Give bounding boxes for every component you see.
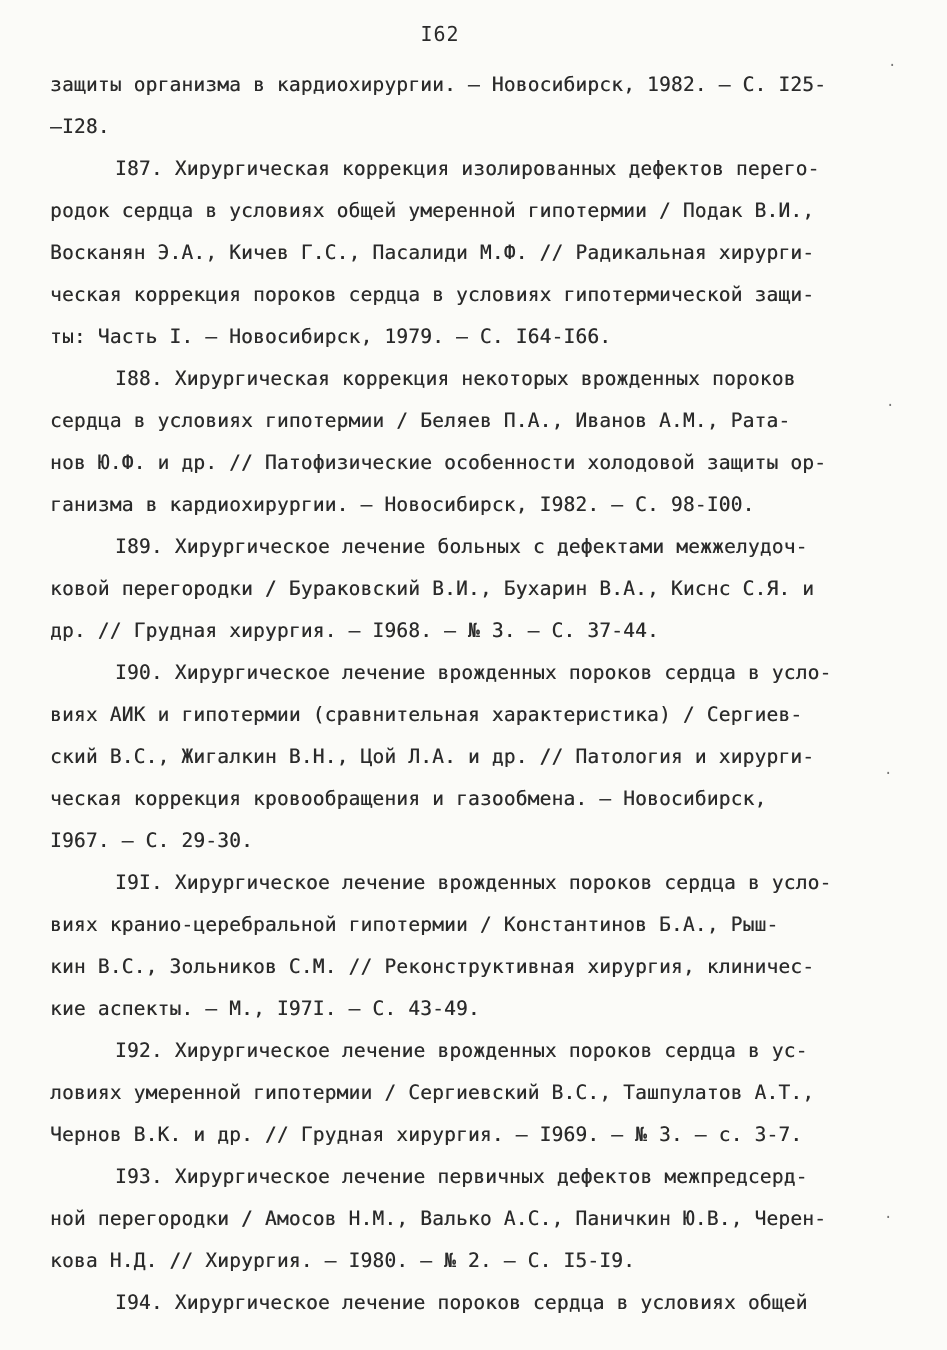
- text-line: нов Ю.Ф. и др. // Патофизические особенности холодовой защиты ор-: [50, 451, 827, 474]
- text-line: сердца в условиях гипотермии / Беляев П.А., Иванов А.М., Ратa-: [50, 409, 791, 432]
- bibliography-entry-start: I89. Хирургическое лечение больных с дефектами межжелудоч-: [115, 535, 808, 558]
- text-line: ческая коррекция кровообращения и газообмена. – Новосибирск,: [50, 787, 767, 810]
- margin-speck: ·: [886, 398, 895, 414]
- text-line: кин В.С., Зольников С.М. // Реконструктивная хирургия, клиничес-: [50, 955, 815, 978]
- text-line: –I28.: [50, 115, 110, 138]
- text-line: Чернов В.К. и др. // Грудная хирургия. – I969. – № 3. – с. 3-7.: [50, 1123, 803, 1146]
- bibliography-entry-start: I93. Хирургическое лечение первичных дефектов межпредсерд-: [115, 1165, 808, 1188]
- text-line: родок сердца в условиях общей умеренной гипотермии / Подак В.И.,: [50, 199, 815, 222]
- text-line: ловиях умеренной гипотермии / Сергиевский В.С., Ташпулатов А.Т.,: [50, 1081, 815, 1104]
- text-line: ты: Часть I. – Новосибирск, 1979. – С. I64-I66.: [50, 325, 612, 348]
- text-line: ский В.С., Жигалкин В.Н., Цой Л.А. и др. // Патология и хирурги-: [50, 745, 815, 768]
- text-line: I967. – С. 29-30.: [50, 829, 253, 852]
- text-line: кие аспекты. – М., I97I. – С. 43-49.: [50, 997, 480, 1020]
- text-line: Восканян Э.А., Кичев Г.С., Пасалиди М.Ф. // Радикальная хирурги-: [50, 241, 815, 264]
- margin-speck: ·: [884, 766, 893, 782]
- text-line: ческая коррекция пороков сердца в условиях гипотермической защи-: [50, 283, 815, 306]
- bibliography-entry-start: I9I. Хирургическое лечение врожденных пороков сердца в усло-: [115, 871, 832, 894]
- bibliography-entry-start: I94. Хирургическое лечение пороков сердца в условиях общей: [115, 1291, 808, 1314]
- text-line: др. // Грудная хирургия. – I968. – № 3. – С. 37-44.: [50, 619, 659, 642]
- text-line: кова Н.Д. // Хирургия. – I980. – № 2. – С. I5-I9.: [50, 1249, 636, 1272]
- text-line: ковой перегородки / Бураковский В.И., Бухарин В.А., Киснс С.Я. и: [50, 577, 815, 600]
- bibliography-entry-start: I87. Хирургическая коррекция изолированных дефектов перего-: [115, 157, 820, 180]
- text-line: защиты организма в кардиохирургии. – Новосибирск, 1982. – С. I25-: [50, 73, 827, 96]
- bibliography-entry-start: I88. Хирургическая коррекция некоторых врожденных пороков: [115, 367, 796, 390]
- text-line: ной перегородки / Амосов Н.М., Валько А.С., Паничкин Ю.В., Черен-: [50, 1207, 827, 1230]
- text-line: ганизма в кардиохирургии. – Новосибирск, I982. – С. 98-I00.: [50, 493, 755, 516]
- text-line: виях АИК и гипотермии (сравнительная характеристика) / Сергиев-: [50, 703, 803, 726]
- bibliography-entry-start: I92. Хирургическое лечение врожденных пороков сердца в ус-: [115, 1039, 808, 1062]
- page-number: I62: [420, 22, 460, 46]
- text-line: виях кранио-церебральной гипотермии / Константинов Б.А., Рыш-: [50, 913, 779, 936]
- bibliography-entry-start: I90. Хирургическое лечение врожденных пороков сердца в усло-: [115, 661, 832, 684]
- margin-speck: ·: [884, 1210, 893, 1226]
- margin-speck: ·: [888, 58, 897, 74]
